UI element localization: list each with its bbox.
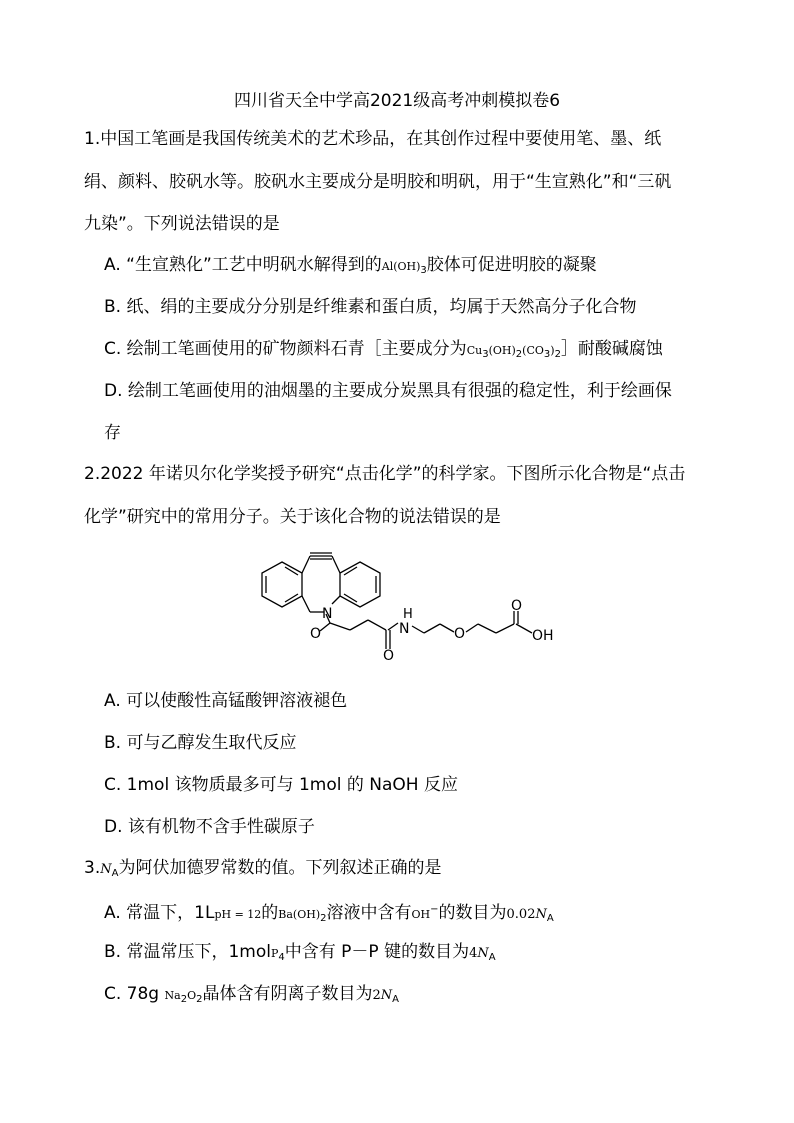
- q3-option-a-baoh-sub: 2: [320, 913, 327, 924]
- q1-option-c-formula-3: (CO: [522, 344, 544, 357]
- q2-option-a: A. 可以使酸性高锰酸钾溶液褪色: [104, 691, 348, 711]
- q2-option-b: B. 可与乙醇发生取代反应: [104, 733, 297, 753]
- q1-option-c-sub-1: 3: [482, 349, 489, 360]
- molecule-label-oh: OH: [532, 628, 554, 644]
- q1-option-d-line-2: 存: [104, 423, 121, 443]
- q3-option-a-post: 的数目为: [438, 903, 507, 923]
- q3-option-a-of: 的: [261, 903, 279, 923]
- q1-stem-line-2: 绢、颜料、胶矾水等。胶矾水主要成分是明胶和明矾，用于“生宣熟化”和“三矾: [84, 172, 672, 192]
- q3-option-a-baoh: Ba(OH): [278, 908, 321, 921]
- q3-option-a: [104, 898, 554, 931]
- q1-option-d-line-1: D. 绘制工笔画使用的油烟墨的主要成分炭黑具有很强的稳定性，利于绘画保: [104, 381, 672, 401]
- q3-option-a-n-sub: A: [546, 913, 554, 924]
- q3-option-b-p-sub: 4: [278, 952, 285, 963]
- q3-option-b-mid: 中含有 P－P 键的数目为: [284, 942, 470, 962]
- q3-option-b-value: 4: [469, 946, 478, 961]
- q1-option-a-text-end: 胶体可促进明胶的凝聚: [426, 255, 597, 275]
- molecule-label-n-amide: N: [399, 621, 410, 637]
- q1-option-c-text: C. 绘制工笔画使用的矿物颜料石青［主要成分为: [104, 339, 467, 359]
- q3-option-a-oh-sup: −: [430, 904, 439, 915]
- q3-na-symbol: N: [100, 862, 112, 877]
- q2-stem-line-1: 2.2022 年诺贝尔化学奖授予研究“点击化学”的科学家。下图所示化合物是“点击: [84, 464, 686, 484]
- molecule-label-o-ether: O: [454, 626, 466, 642]
- q1-option-a-formula: Al(OH): [381, 260, 421, 273]
- q1-option-c-sub-4: 2: [554, 349, 561, 360]
- q1-option-a-formula-sub: 3: [420, 265, 427, 276]
- q3-option-b-text: B. 常温常压下，1mol: [104, 942, 271, 962]
- q1-option-c-sub-3: 3: [543, 349, 551, 360]
- q3-option-b-p: P: [270, 947, 279, 960]
- q1-option-c-formula-4: ): [550, 344, 555, 357]
- q3-option-c-o-sub: 2: [196, 994, 203, 1005]
- q3-option-c-na-sub: 2: [180, 994, 188, 1005]
- q2-stem-line-2: 化学”研究中的常用分子。关于该化合物的说法错误的是: [84, 507, 501, 527]
- q1-option-a-text: A. “生宣熟化”工艺中明矾水解得到的: [104, 255, 382, 275]
- q3-option-b: [104, 940, 496, 970]
- q2-option-c: C. 1mol 该物质最多可与 1mol 的 NaOH 反应: [104, 775, 458, 795]
- q3-option-c: [104, 982, 399, 1012]
- q3-option-c-n-sub: A: [392, 994, 399, 1005]
- page-title: 四川省天全中学高2021级高考冲刺模拟卷6: [233, 91, 561, 111]
- q3-option-a-mid: 溶液中含有: [326, 903, 412, 923]
- q3-na-sub: A: [111, 868, 119, 879]
- q3-option-a-text: A. 常温下，1L: [104, 903, 215, 923]
- molecule-label-n: N: [322, 606, 333, 622]
- q1-stem-line-1: 1.中国工笔画是我国传统美术的艺术珍品，在其创作过程中要使用笔、墨、纸: [84, 129, 662, 149]
- molecule-label-o-ketone: O: [310, 626, 322, 642]
- q3-option-c-n: N: [380, 988, 393, 1003]
- q2-option-d: D. 该有机物不含手性碳原子: [104, 817, 315, 837]
- q3-stem-text: 为阿伏加德罗常数的值。下列叙述正确的是: [118, 858, 442, 878]
- molecule-label-o-acid: O: [511, 598, 523, 614]
- q3-option-b-n: N: [477, 946, 489, 961]
- q3-option-a-oh: OH: [411, 908, 431, 921]
- q1-option-c-formula-2: (OH): [488, 344, 516, 357]
- q1-stem-line-3: 九染”。下列说法错误的是: [84, 214, 280, 234]
- q1-option-a: [104, 253, 597, 283]
- q3-option-c-na: Na: [164, 989, 181, 1002]
- q3-option-c-value: 2: [372, 988, 381, 1003]
- molecule-structure-diagram: [240, 545, 570, 660]
- q3-option-a-n: N: [535, 907, 547, 922]
- q3-option-c-o: O: [187, 989, 197, 1002]
- q3-option-a-ph: pH = 12: [214, 908, 262, 921]
- q1-option-c: [104, 337, 663, 367]
- q3-option-b-n-sub: A: [488, 952, 496, 963]
- molecule-label-o-amide: O: [383, 648, 395, 660]
- q3-option-c-mid: 晶体含有阴离子数目为: [202, 984, 373, 1004]
- molecule-label-h: H: [403, 607, 413, 622]
- q3-option-a-value: 0.02: [506, 907, 536, 922]
- q1-option-c-formula-1: Cu: [466, 344, 483, 357]
- q3-stem: [84, 856, 441, 886]
- q1-option-c-sub-2: 2: [515, 349, 523, 360]
- q1-option-c-text-end: ］耐酸碱腐蚀: [560, 339, 663, 359]
- q3-number: 3.: [84, 858, 101, 878]
- q1-option-b: B. 纸、绢的主要成分分别是纤维素和蛋白质，均属于天然高分子化合物: [104, 297, 637, 317]
- q3-option-c-text: C. 78g: [104, 984, 165, 1004]
